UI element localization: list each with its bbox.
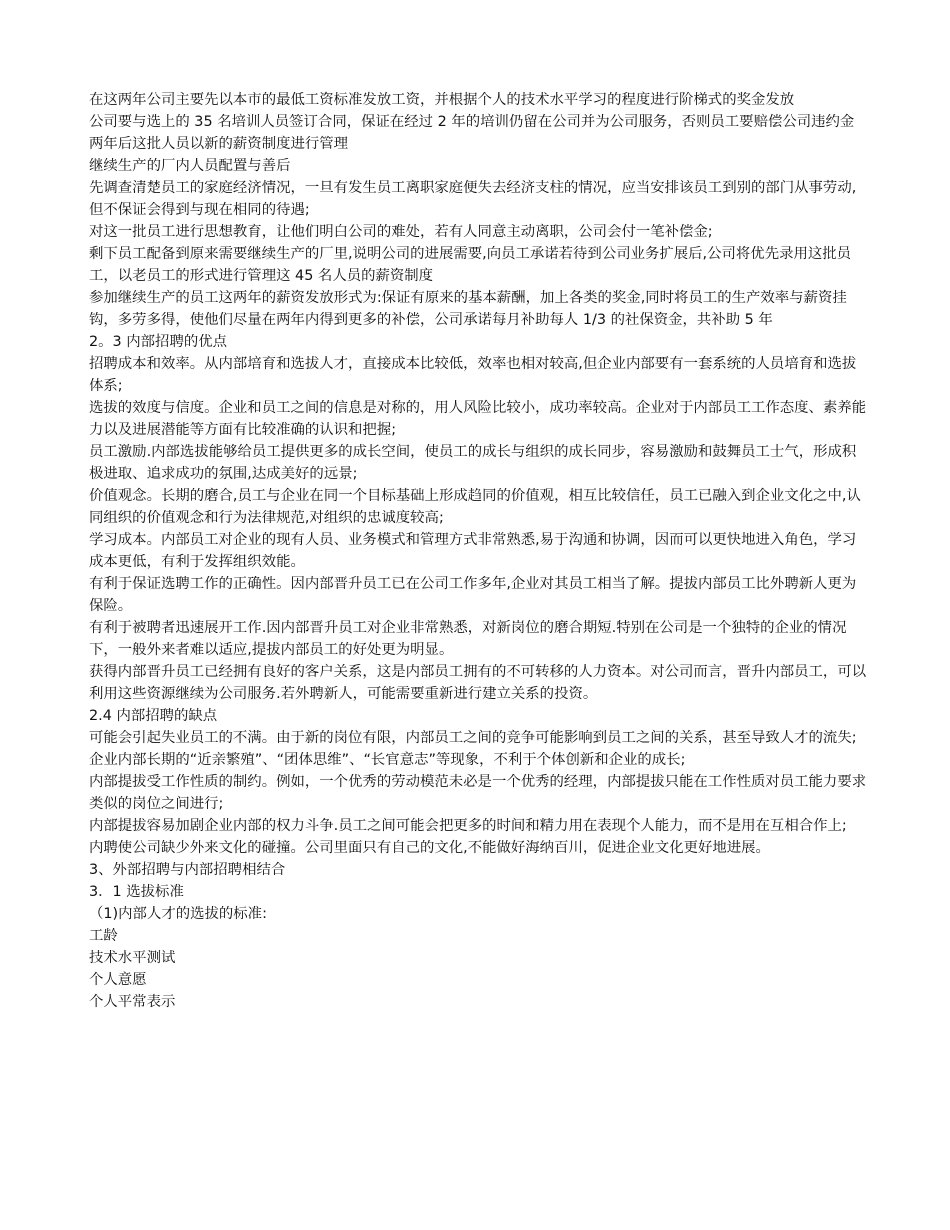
list-item-daily-performance: 个人平常表示: [89, 994, 176, 1010]
heading-staff-allocation: 继续生产的厂内人员配置与善后: [89, 158, 291, 174]
list-item-skill-test: 技术水平测试: [89, 950, 176, 966]
section-heading-2-4: 2.4 内部招聘的缺点: [89, 708, 218, 724]
paragraph-salary-form: 参加继续生产的员工这两年的薪资发放形式为:保证有原来的基本薪酬，加上各类的奖金,同时将员工的生产效率与薪资挂钩，多劳多得，使他们尽量在两年内得到更多的补偿，公司承诺每月补助每人 1/3 的社保资金，共补助 5 年: [89, 290, 847, 328]
paragraph-ideological-education: 对这一批员工进行思想教育，让他们明白公司的难处，若有人同意主动离职，公司会付一笔补偿金;: [89, 224, 713, 240]
paragraph-power-struggle: 内部提拔容易加剧企业内部的权力斗争.员工之间可能会把更多的时间和精力用在表现个人能力，而不是用在互相合作上;: [89, 818, 847, 834]
paragraph-family-investigation: 先调查清楚员工的家庭经济情况，一旦有发生员工离职家庭便失去经济支柱的情况，应当安排该员工到别的部门从事劳动,但不保证会得到与现在相同的待遇;: [89, 180, 857, 218]
document-body: [89, 89, 869, 1013]
section-heading-2-3: 2。3 内部招聘的优点: [89, 334, 228, 350]
paragraph-culture-collision: 内聘使公司缺少外来文化的碰撞。公司里面只有自己的文化,不能做好海纳百川，促进企业文化更好地进展。: [89, 840, 770, 856]
paragraph-new-salary-system: 两年后这批人员以新的薪资制度进行管理: [89, 136, 349, 152]
paragraph-validity-reliability: 选拔的效度与信度。企业和员工之间的信息是对称的，用人风险比较小，成功率较高。企业对于内部员工工作态度、素养能力以及进展潜能等方面有比较准确的认识和把握;: [89, 400, 867, 438]
paragraph-salary-payment: 在这两年公司主要先以本市的最低工资标准发放工资，并根据个人的技术水平学习的程度进行阶梯式的奖金发放: [89, 92, 795, 108]
paragraph-learning-cost: 学习成本。内部员工对企业的现有人员、业务模式和管理方式非常熟悉,易于沟通和协调，因而可以更快地进入角色，学习成本更低，有利于发挥组织效能。: [89, 532, 857, 570]
paragraph-recruitment-cost: 招聘成本和效率。从内部培育和选拔人才，直接成本比较低，效率也相对较高,但企业内部要有一套系统的人员培育和选拔体系;: [89, 356, 857, 394]
section-heading-3: 3、外部招聘与内部招聘相结合: [89, 862, 286, 878]
paragraph-quick-start: 有利于被聘者迅速展开工作.因内部晋升员工对企业非常熟悉，对新岗位的磨合期短.特别在公司是一个独特的企业的情况下，一般外来者难以适应,提拔内部员工的好处更为明显。: [89, 620, 847, 658]
paragraph-training-contract: 公司要与选上的 35 名培训人员签订合同，保证在经过 2 年的培训仍留在公司并为公司服务，否则员工要赔偿公司违约金: [89, 114, 855, 130]
paragraph-inbreeding: 企业内部长期的“近亲繁殖”、“团体思维”、“长官意志”等现象，不利于个体创新和企业的成长;: [89, 752, 686, 768]
paragraph-values: 价值观念。长期的磨合,员工与企业在同一个目标基础上形成趋同的价值观，相互比较信任，员工已融入到企业文化之中,认同组织的价值观念和行为法律规范,对组织的忠诚度较高;: [89, 488, 861, 526]
paragraph-job-constraints: 内部提拔受工作性质的制约。例如，一个优秀的劳动模范未必是一个优秀的经理，内部提拔只能在工作性质对员工能力要求类似的岗位之间进行;: [89, 774, 867, 812]
section-heading-3-1: 3．1 选拔标准: [89, 884, 184, 900]
paragraph-customer-relations: 获得内部晋升员工已经拥有良好的客户关系，这是内部员工拥有的不可转移的人力资本。对公司而言，晋升内部员工，可以利用这些资源继续为公司服务.若外聘新人，可能需要重新进行建立关系的投资。: [89, 664, 867, 702]
paragraph-remaining-staff: 剩下员工配备到原来需要继续生产的厂里,说明公司的进展需要,向员工承诺若待到公司业务扩展后,公司将优先录用这批员工，以老员工的形式进行管理这 45 名人员的薪资制度: [89, 246, 852, 284]
paragraph-dissatisfaction: 可能会引起失业员工的不满。由于新的岗位有限，内部员工之间的竞争可能影响到员工之间的关系，甚至导致人才的流失;: [89, 730, 857, 746]
paragraph-selection-accuracy: 有利于保证选聘工作的正确性。因内部晋升员工已在公司工作多年,企业对其员工相当了解。提拔内部员工比外聘新人更为保险。: [89, 576, 857, 614]
list-item-personal-will: 个人意愿: [89, 972, 147, 988]
paragraph-employee-motivation: 员工激励.内部选拔能够给员工提供更多的成长空间，使员工的成长与组织的成长同步，容易激励和鼓舞员工士气，形成积极进取、追求成功的氛围,达成美好的远景;: [89, 444, 857, 482]
subheading-internal-criteria: （1)内部人才的选拔的标准:: [89, 906, 267, 922]
list-item-seniority: 工龄: [89, 928, 118, 944]
